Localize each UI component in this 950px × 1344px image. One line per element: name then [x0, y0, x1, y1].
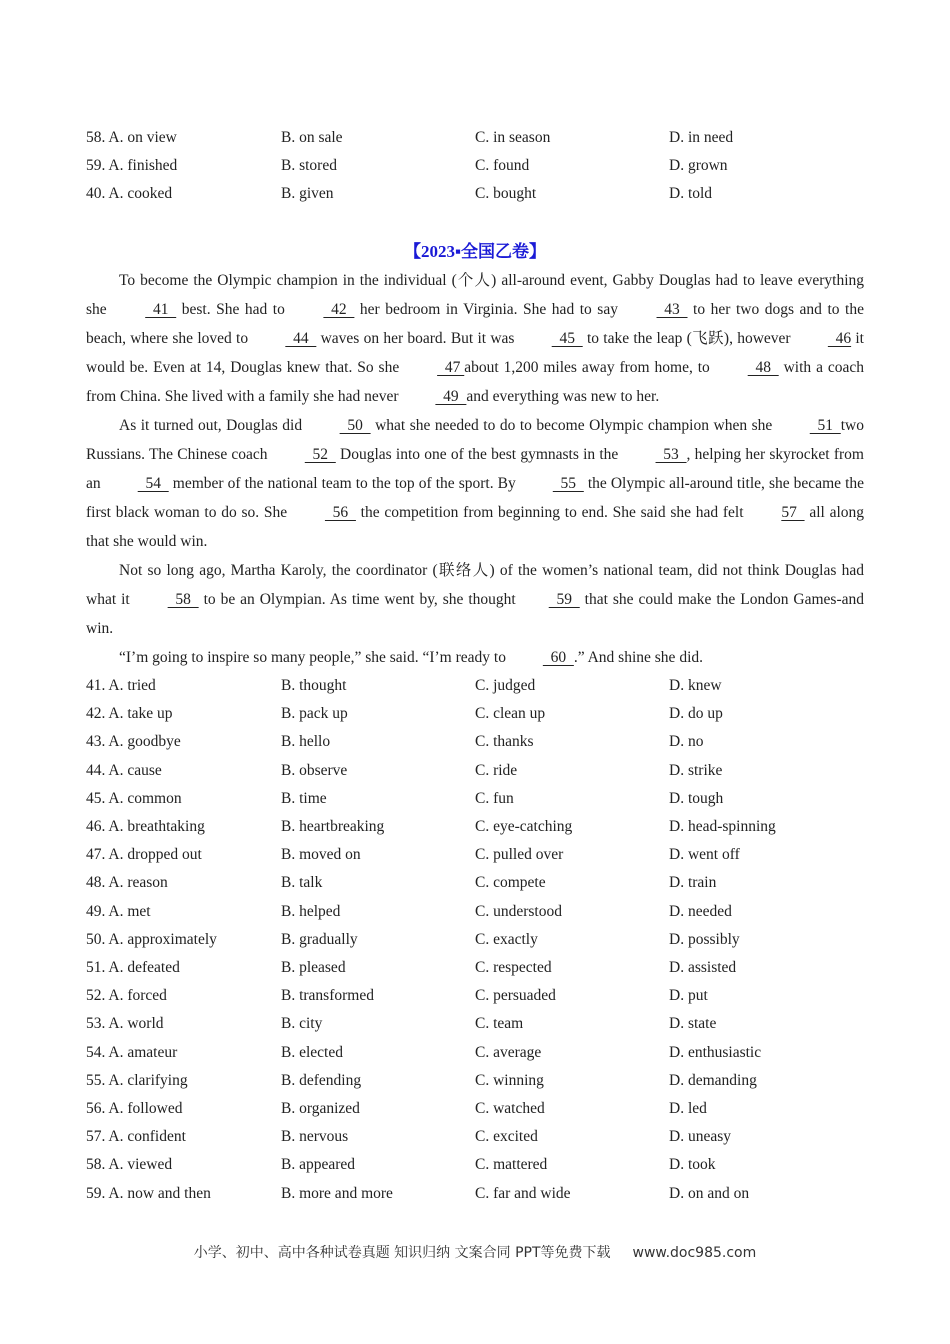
- option-a: [86, 1039, 177, 1067]
- question-number: 42.: [86, 705, 106, 723]
- option-row: [86, 869, 866, 897]
- question-number: 52.: [86, 987, 106, 1005]
- option-row: [86, 1180, 866, 1208]
- option-row: [86, 813, 866, 841]
- option-a: [86, 982, 167, 1010]
- option-b: B. more and more: [281, 1184, 393, 1202]
- option-a: [86, 1123, 186, 1151]
- option-row: [86, 785, 866, 813]
- option-b: B. on sale: [281, 129, 343, 146]
- option-row: [86, 1123, 866, 1151]
- option-d: D. took: [669, 1156, 716, 1174]
- option-a: [86, 926, 217, 954]
- option-a: [86, 728, 181, 756]
- option-row: [86, 1151, 866, 1179]
- option-a-text: A. followed: [108, 1100, 183, 1117]
- answer-blank: 44: [285, 330, 317, 347]
- question-number: 47.: [86, 846, 106, 864]
- option-row: [86, 1039, 866, 1067]
- option-b: B. time: [281, 789, 327, 807]
- question-number: 41.: [86, 677, 106, 694]
- question-number: 48.: [86, 874, 106, 892]
- answer-blank: 43: [656, 301, 688, 318]
- passage-text: two Russians. The Chinese coach: [86, 417, 864, 463]
- passage-text: to be an Olympian. As time went by, she thought: [198, 591, 516, 608]
- option-b: B. gradually: [281, 930, 358, 948]
- question-number: 45.: [86, 789, 106, 807]
- passage-paragraph-1: [86, 266, 864, 411]
- option-a: [86, 700, 173, 728]
- option-b: B. talk: [281, 874, 323, 892]
- answer-blank: 53: [655, 446, 687, 463]
- option-c: C. ride: [475, 761, 518, 779]
- passage-text: the Olympic all-around title, she became the first black woman to do so. She: [86, 475, 865, 521]
- option-row: [86, 898, 866, 926]
- answer-blank: 60: [542, 649, 574, 666]
- option-a: [86, 841, 202, 869]
- option-a: [86, 1010, 164, 1038]
- passage-text: “I’m going to inspire so many people,” she said. “I’m ready to: [119, 649, 510, 666]
- question-number: 46.: [86, 818, 106, 835]
- option-a-text: A. goodbye: [108, 733, 181, 751]
- option-a-text: A. world: [108, 1015, 164, 1033]
- option-row: [86, 841, 866, 869]
- option-a-text: A. approximately: [108, 930, 217, 948]
- answer-blank: 41: [145, 301, 177, 318]
- option-row: [86, 926, 866, 954]
- question-number: 55.: [86, 1071, 106, 1089]
- option-d: D. do up: [669, 705, 723, 723]
- question-number: 53.: [86, 1015, 106, 1033]
- answer-blank: 45: [551, 330, 583, 347]
- option-row: [86, 700, 866, 728]
- option-c: C. in season: [475, 129, 551, 146]
- question-number: 56.: [86, 1100, 106, 1117]
- option-a: 58. A. on view: [86, 129, 177, 146]
- option-c: C. persuaded: [475, 987, 556, 1005]
- option-b: B. city: [281, 1015, 323, 1033]
- passage-text: that she could make the London Games-and win.: [86, 591, 864, 637]
- passage-text: member of the national team to the top of the sport. By: [168, 475, 520, 492]
- option-a: [86, 785, 182, 813]
- passage-paragraph-3: [86, 556, 864, 643]
- option-d: D. train: [669, 874, 717, 892]
- option-d: D. head-spinning: [669, 818, 776, 835]
- answer-blank: 58: [167, 591, 199, 608]
- answer-blank: 54: [137, 475, 169, 492]
- option-a-text: A. met: [108, 902, 151, 920]
- option-d: D. assisted: [669, 959, 737, 976]
- answer-blank: 46: [827, 330, 852, 347]
- option-c: C. respected: [475, 959, 552, 976]
- option-d: D. grown: [669, 157, 728, 174]
- answer-blank: 56: [324, 504, 356, 521]
- option-a: [86, 1095, 182, 1123]
- option-c: C. mattered: [475, 1156, 548, 1174]
- passage-text: to take the leap (飞跃), however: [582, 330, 795, 347]
- passage-text: Not so long ago, Martha Karoly, the coordinator (联络人) of the women’s national team, did not think Douglas had what it: [86, 562, 864, 608]
- option-a: [86, 672, 156, 700]
- section-title: 【2023▪全国乙卷】: [403, 242, 547, 261]
- option-b: B. hello: [281, 733, 331, 751]
- question-number: 43.: [86, 733, 106, 751]
- answer-blank: 47: [437, 359, 465, 376]
- option-b: B. stored: [281, 157, 337, 174]
- option-d: D. tough: [669, 789, 724, 807]
- option-c: C. bought: [475, 185, 537, 202]
- option-b: B. given: [281, 185, 334, 202]
- passage-text: and everything was new to her.: [466, 388, 660, 405]
- option-c: C. pulled over: [475, 846, 564, 864]
- option-c: C. exactly: [475, 930, 538, 948]
- question-number: 54.: [86, 1043, 106, 1061]
- option-a-text: A. viewed: [108, 1156, 173, 1174]
- option-c: C. thanks: [475, 733, 534, 751]
- option-b: B. nervous: [281, 1128, 349, 1146]
- option-b: B. organized: [281, 1100, 360, 1117]
- option-a: [86, 1180, 211, 1208]
- option-b: B. moved on: [281, 846, 361, 864]
- footer-text: 小学、初中、高中各种试卷真题 知识归纳 文案合同 PPT等免费下载: [193, 1245, 611, 1261]
- option-b: B. elected: [281, 1043, 343, 1061]
- option-d: D. put: [669, 987, 708, 1005]
- option-d: D. told: [669, 185, 713, 202]
- option-c: C. average: [475, 1043, 542, 1061]
- question-number: 50.: [86, 930, 106, 948]
- option-a-text: A. common: [108, 789, 182, 807]
- passage-text: about 1,200 miles away from home, to: [464, 359, 715, 376]
- answer-blank: 50: [339, 417, 371, 434]
- option-row: [86, 124, 866, 152]
- option-row: [86, 1067, 866, 1095]
- option-b: B. helped: [281, 902, 341, 920]
- question-number: 51.: [86, 959, 106, 976]
- passage-text: what she needed to do to become Olympic champion when she: [370, 417, 777, 434]
- question-number: 57.: [86, 1128, 106, 1146]
- option-d: D. demanding: [669, 1071, 757, 1089]
- question-number: 49.: [86, 902, 106, 920]
- option-c: C. found: [475, 157, 530, 174]
- option-d: D. led: [669, 1100, 707, 1117]
- option-c: C. watched: [475, 1100, 545, 1117]
- answer-blank: 59: [548, 591, 580, 608]
- option-c: C. clean up: [475, 705, 546, 723]
- option-d: D. state: [669, 1015, 717, 1033]
- passage-text: best. She had to: [176, 301, 291, 318]
- option-a: [86, 757, 162, 785]
- passage-text: , helping her skyrocket from an: [86, 446, 864, 492]
- passage-text: the competition from beginning to end. She said she had felt: [355, 504, 749, 521]
- option-d: D. on and on: [669, 1184, 750, 1202]
- option-a-text: A. defeated: [108, 959, 180, 976]
- option-d: D. in need: [669, 129, 734, 146]
- passage-text: To become the Olympic champion in the individual (个人) all-around event, Gabby Douglas had to leave everything she: [86, 272, 864, 318]
- question-number: 59.: [86, 1184, 106, 1202]
- option-c: C. far and wide: [475, 1184, 571, 1202]
- answer-blank: 51: [809, 417, 841, 434]
- option-d: D. uneasy: [669, 1128, 731, 1146]
- option-b: B. defending: [281, 1071, 362, 1089]
- option-row: [86, 757, 866, 785]
- passage-text: As it turned out, Douglas did: [119, 417, 307, 434]
- option-b: B. appeared: [281, 1156, 356, 1174]
- option-b: B. heartbreaking: [281, 818, 385, 835]
- option-c: C. eye-catching: [475, 818, 573, 835]
- answer-blank: 52: [304, 446, 336, 463]
- option-d: D. strike: [669, 761, 723, 779]
- option-a-text: A. dropped out: [108, 846, 202, 864]
- option-c: C. compete: [475, 874, 546, 892]
- option-a-text: A. confident: [108, 1128, 186, 1146]
- option-c: C. winning: [475, 1071, 544, 1089]
- option-a: 40. A. cooked: [86, 185, 173, 202]
- footer-url[interactable]: www.doc985.com: [632, 1245, 757, 1261]
- option-a-text: A. breathtaking: [108, 818, 205, 835]
- passage-paragraph-4: [86, 643, 864, 672]
- option-c: C. team: [475, 1015, 524, 1033]
- passage-paragraph-2: [86, 411, 864, 556]
- option-a-text: A. take up: [108, 705, 173, 723]
- option-a: 59. A. finished: [86, 157, 178, 174]
- option-row: [86, 982, 866, 1010]
- passage-text: .” And shine she did.: [573, 649, 703, 666]
- option-a: [86, 1067, 188, 1095]
- option-a: [86, 813, 205, 841]
- option-row: [86, 672, 866, 700]
- option-b: B. transformed: [281, 987, 374, 1005]
- option-a: [86, 954, 180, 982]
- option-row: [86, 152, 866, 180]
- option-d: D. needed: [669, 902, 732, 920]
- answer-blank: 55: [552, 475, 584, 492]
- option-d: D. enthusiastic: [669, 1043, 762, 1061]
- passage-text: Douglas into one of the best gymnasts in the: [335, 446, 623, 463]
- option-d: D. knew: [669, 677, 722, 694]
- option-d: D. possibly: [669, 930, 740, 948]
- option-a-text: A. tried: [108, 677, 156, 694]
- passage-text: all along that she would win.: [86, 504, 865, 550]
- option-a-text: A. now and then: [108, 1184, 211, 1202]
- passage-text: it would be. Even at 14, Douglas knew that. So she: [86, 330, 864, 376]
- option-d: D. went off: [669, 846, 740, 864]
- option-row: [86, 954, 866, 982]
- option-d: D. no: [669, 733, 704, 751]
- option-a-text: A. reason: [108, 874, 168, 892]
- option-a-text: A. amateur: [108, 1043, 178, 1061]
- option-c: C. judged: [475, 677, 536, 694]
- option-c: C. fun: [475, 789, 514, 807]
- option-a: [86, 898, 151, 926]
- option-a-text: A. forced: [108, 987, 167, 1005]
- option-a: [86, 1151, 172, 1179]
- option-c: C. excited: [475, 1128, 538, 1146]
- option-row: [86, 180, 866, 208]
- answer-blank: 48: [747, 359, 779, 376]
- passage-text: with a coach from China. She lived with a family she had never: [86, 359, 864, 405]
- option-b: B. pack up: [281, 705, 348, 723]
- option-a: [86, 869, 168, 897]
- option-row: [86, 728, 866, 756]
- footer: [0, 1242, 950, 1262]
- question-number: 58.: [86, 1156, 106, 1174]
- option-row: [86, 1095, 866, 1123]
- answer-blank: 49: [435, 388, 467, 405]
- passage-text: her bedroom in Virginia. She had to say: [354, 301, 624, 318]
- question-number: 44.: [86, 761, 106, 779]
- option-a-text: A. clarifying: [108, 1071, 188, 1089]
- option-row: [86, 1010, 866, 1038]
- option-b: B. observe: [281, 761, 348, 779]
- passage-text: to her two dogs and to the beach, where she loved to: [86, 301, 864, 347]
- answer-blank: 42: [323, 301, 355, 318]
- option-b: B. thought: [281, 677, 347, 694]
- option-c: C. understood: [475, 902, 562, 920]
- option-a-text: A. cause: [108, 761, 162, 779]
- passage-text: waves on her board. But it was: [316, 330, 519, 347]
- passage: [86, 266, 864, 672]
- option-b: B. pleased: [281, 959, 346, 976]
- answer-blank: 57: [781, 504, 805, 521]
